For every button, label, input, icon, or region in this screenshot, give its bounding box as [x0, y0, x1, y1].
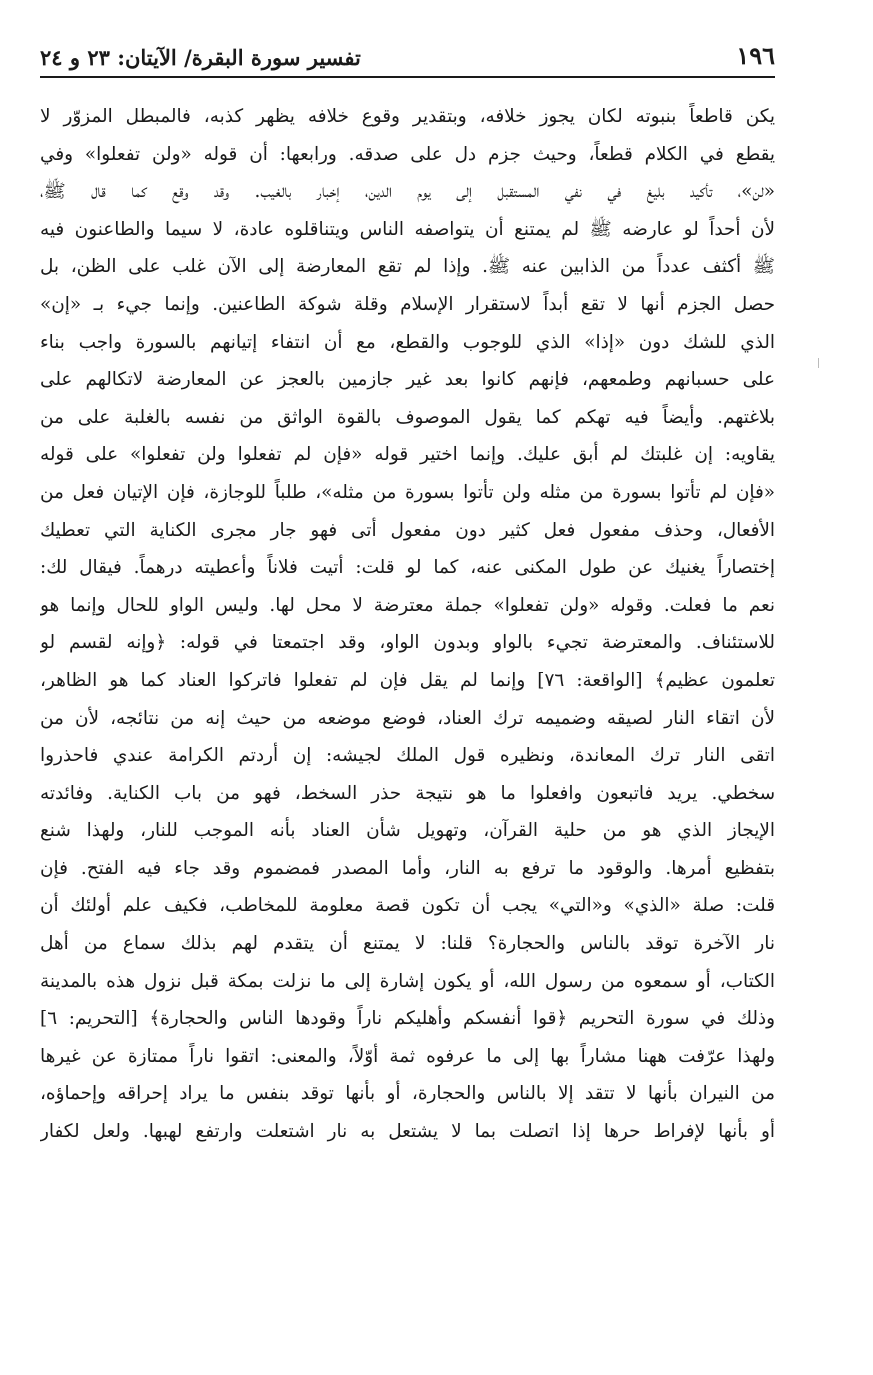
- text-line: وذلك في سورة التحريم ﴿قوا أنفسكم وأهليكم ناراً وقودها الناس والحجارة﴾ [التحريم: ٦]: [40, 1008, 775, 1030]
- page-header: [40, 38, 775, 78]
- text-line: بتفظيع أمرها. والوقود ما ترفع به النار، وأما المصدر فمضموم وقد جاء فيه الفتح. فإن: [40, 857, 775, 879]
- text-line: لأن اتقاء النار لصيقه وضميمه ترك العناد، فوضع موضعه من حيث إنه من نتائجه، لأن من: [40, 707, 775, 729]
- text-line: يكن قاطعاً بنبوته لكان يجوز خلافه، وبتقدير وقوع خلافه يظهر كذبه، فالمبطل المزوّر لا: [40, 106, 775, 127]
- text-line: اتقى النار ترك المعاندة، ونظيره قول الملك لجيشه: إن أردتم الكرامة عندي فاحذروا: [40, 745, 775, 767]
- text-line: للاستئناف. والمعترضة تجيء بالواو وبدون الواو، وقد اجتمعتا في قوله: ﴿وإنه لقسم لو: [40, 632, 775, 654]
- text-line: ﷺ أكثف عدداً من الذابين عنه ﷺ. وإذا لم تقع المعارضة إلى الآن غلب على الظن، بل: [40, 256, 775, 278]
- text-line: بلاغتهم. وأيضاً فيه تهكم كما يقول الموصوف بالقوة الواثق من نفسه بالغلبة على من: [40, 406, 775, 428]
- text-line: الكتاب، أو سمعوه من رسول الله، أو يكون إشارة إلى ما نزلت بمكة قبل نزول هذه بالمدينة: [40, 970, 775, 992]
- text-line: الأفعال، وحذف مفعول فعل كثير دون مفعول أتى فهو جار مجرى الكناية التي تعطيك: [40, 519, 775, 541]
- text-line: ولهذا عرّفت ههنا مشاراً بها إلى ما عرفوه ثمة أوّلاً، والمعنى: اتقوا ناراً ممتازة عن غيرها: [40, 1045, 775, 1067]
- text-line: تعلمون عظيم﴾ [الواقعة: ٧٦] وإنما لم يقل فإن لم تفعلوا فاتركوا العناد كما هو الظاهر،: [40, 669, 775, 691]
- text-line: سخطي. يريد فاتبعون وافعلوا ما هو نتيجة حذر السخط، فهو من باب الكناية. وفائدته: [40, 782, 775, 804]
- text-line: على حسبانهم وطمعهم، فإنهم كانوا بعد غير جازمين بالعجز عن المعارضة لاتكالهم على: [40, 369, 775, 391]
- text-line: لأن أحداً لو عارضه ﷺ لم يمتنع أن يتواصفه الناس ويتناقلوه عادة، لا سيما والطاعنون فيه: [40, 218, 775, 240]
- text-line: الذي للشك دون «إذا» الذي للوجوب والقطع، مع أن انتفاء إتيانهم بالسورة واجب بناء: [40, 331, 775, 353]
- text-line: أو بأنها لإفراط حرها إذا اتصلت بما لا يشتعل به نار اشتعلت وارتفع لهبها. ولعل لكفار: [40, 1121, 775, 1143]
- text-line: قلت: صلة «الذي» و«التي» يجب أن تكون قصة معلومة للمخاطب، فكيف علم أولئك أن: [40, 895, 775, 917]
- text-line: «فإن لم تأتوا بسورة من مثله ولن تأتوا بسورة من مثله»، طلباً للوجازة، فإن الإتيان فعل من: [40, 481, 775, 503]
- text-line: يقطع في الكلام قطعاً، وحيث جزم دل على صدقه. ورابعها: أن قوله «ولن تفعلوا» وفي: [40, 143, 775, 165]
- margin-mark: [818, 358, 819, 368]
- body-text: [40, 98, 775, 1151]
- text-line: «لن»، تأكيد بليغ في نفي المستقبل إلى يوم الدين، إخبار بالغيب. وقد وقع كما قال ﷺ،: [40, 181, 775, 203]
- page-number: ١٩٦: [736, 41, 775, 70]
- text-line: إختصاراً يغنيك عن طول المكنى عنه، كما لو قلت: أتيت فلاناً وأعطيته درهماً. فيقال لك:: [40, 557, 775, 579]
- text-line: نعم ما فعلت. وقوله «ولن تفعلوا» جملة معترضة لا محل لها. وليس الواو للحال وإنما هو: [40, 594, 775, 616]
- text-line: الإيجاز الذي هو من حلية القرآن، وتهويل شأن العناد بأنه الموجب للنار، ولهذا شنع: [40, 820, 775, 842]
- text-line: من النيران بأنها لا تتقد إلا بالناس والحجارة، أو بأنها توقد بنفس ما يراد إحراقه وإحماؤه،: [40, 1083, 775, 1105]
- text-line: حصل الجزم أنها لا تقع أبداً لاستقرار الإسلام وقلة شوكة الطاعنين. وإنما جيء بـ «إن»: [40, 293, 775, 315]
- text-line: نار الآخرة توقد بالناس والحجارة؟ قلنا: لا يمتنع أن يتقدم لهم بذلك سماع من أهل: [40, 933, 775, 955]
- text-line: يقاويه: إن غلبتك لم أبق عليك. وإنما اختير قوله «فإن لم تفعلوا ولن تفعلوا» على قوله: [40, 444, 775, 466]
- running-title: تفسير سورة البقرة/ الآيتان: ٢٣ و ٢٤: [40, 45, 361, 70]
